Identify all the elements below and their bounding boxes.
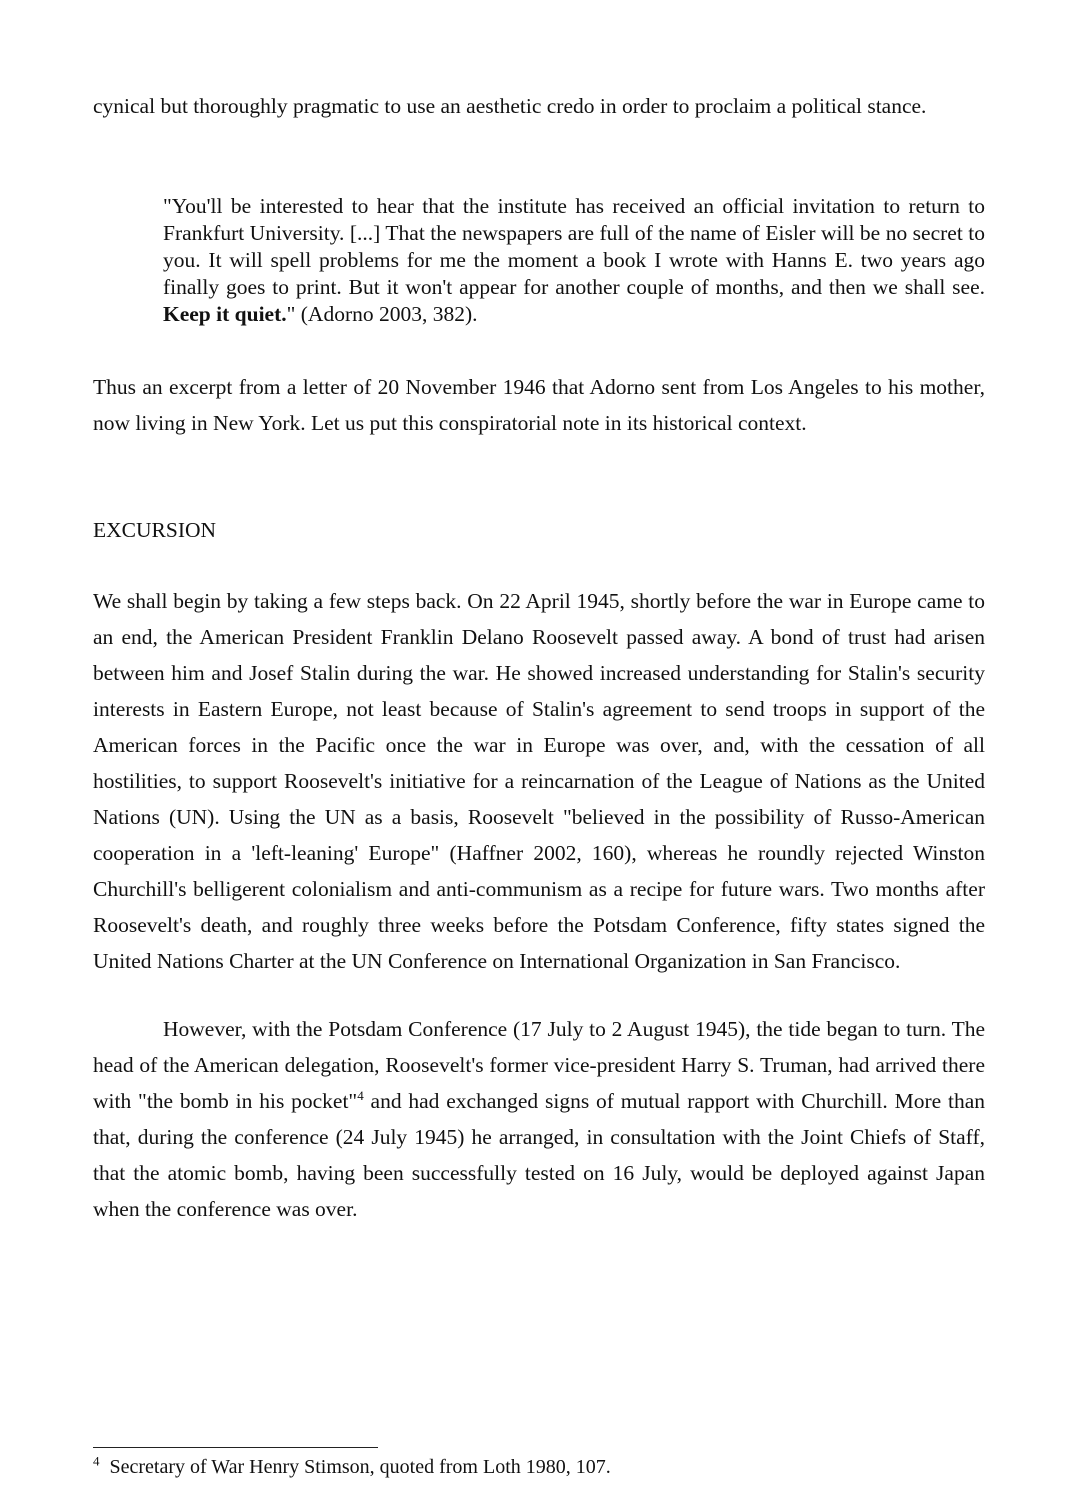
body-paragraph-1 [93,583,985,979]
footnote-separator [93,1447,378,1448]
footnote [93,1453,985,1481]
body-paragraph-2 [93,1011,985,1227]
intro-paragraph [93,88,985,124]
block-quote [163,193,985,328]
quote-bold-phrase: Keep it quiet. [163,302,287,326]
section-heading: EXCURSION [93,518,217,542]
footnote-marker: 4 [93,1453,100,1469]
after-quote-paragraph [93,369,985,441]
quote-citation: " (Adorno 2003, 382). [286,302,478,326]
paragraph-2-text-start: However, with the Potsdam Conference (17 July to 2 August 1945), the tide began to turn. The head of the American delegation, Roosevelt's former vice-president Harry S. Truman, had arrived there with "the bomb in his pocket" [93,1017,985,1113]
footnote-reference[interactable]: 4 [357,1087,364,1103]
paragraph-1-text: We shall begin by taking a few steps back. On 22 April 1945, shortly before the war in Europe came to an end, the American President Franklin Delano Roosevelt passed away. A bond of trust had arisen between him and Josef Stalin during the war. He showed increased understanding for Stalin's security interests in Eastern Europe, not least because of Stalin's agreement to send troops in support of the American forces in the Pacific once the war in Europe was over, and, with the cessation of all hostilities, to support Roosevelt's initiative for a reincarnation of the League of Nations as the United Nations (UN). Using the UN as a basis, Roosevelt "believed in the possibility of Russo-American cooperation in a 'left-leaning' Europe" (Haffner 2002, 160), whereas he roundly rejected Winston Churchill's belligerent colonialism and anti-communism as a recipe for future wars. Two months after Roosevelt's death, and roughly three weeks before the Potsdam Conference, fifty states signed the United Nations Charter at the UN Conference on International Organization in San Francisco. [93,589,985,973]
paragraph-2-text-end: and had exchanged signs of mutual rapport with Churchill. More than that, during the conference (24 July 1945) he arranged, in consultation with the Joint Chiefs of Staff, that the atomic bomb, having been successfully tested on 16 July, would be deployed against Japan when the conference was over. [93,1089,985,1221]
intro-text: cynical but thoroughly pragmatic to use an aesthetic credo in order to proclaim a political stance. [93,94,927,118]
after-quote-text: Thus an excerpt from a letter of 20 November 1946 that Adorno sent from Los Angeles to his mother, now living in New York. Let us put this conspiratorial note in its historical context. [93,375,985,435]
quote-text-start: "You'll be interested to hear that the institute has received an official invitation to return to Frankfurt University. [...] That the newspapers are full of the name of Eisler will be no secret to you. It will spell problems for me the moment a book I wrote with Hanns E. two years ago finally goes to print. But it won't appear for another couple of months, and then we shall see. [163,194,985,299]
footnote-text: Secretary of War Henry Stimson, quoted from Loth 1980, 107. [109,1456,611,1478]
